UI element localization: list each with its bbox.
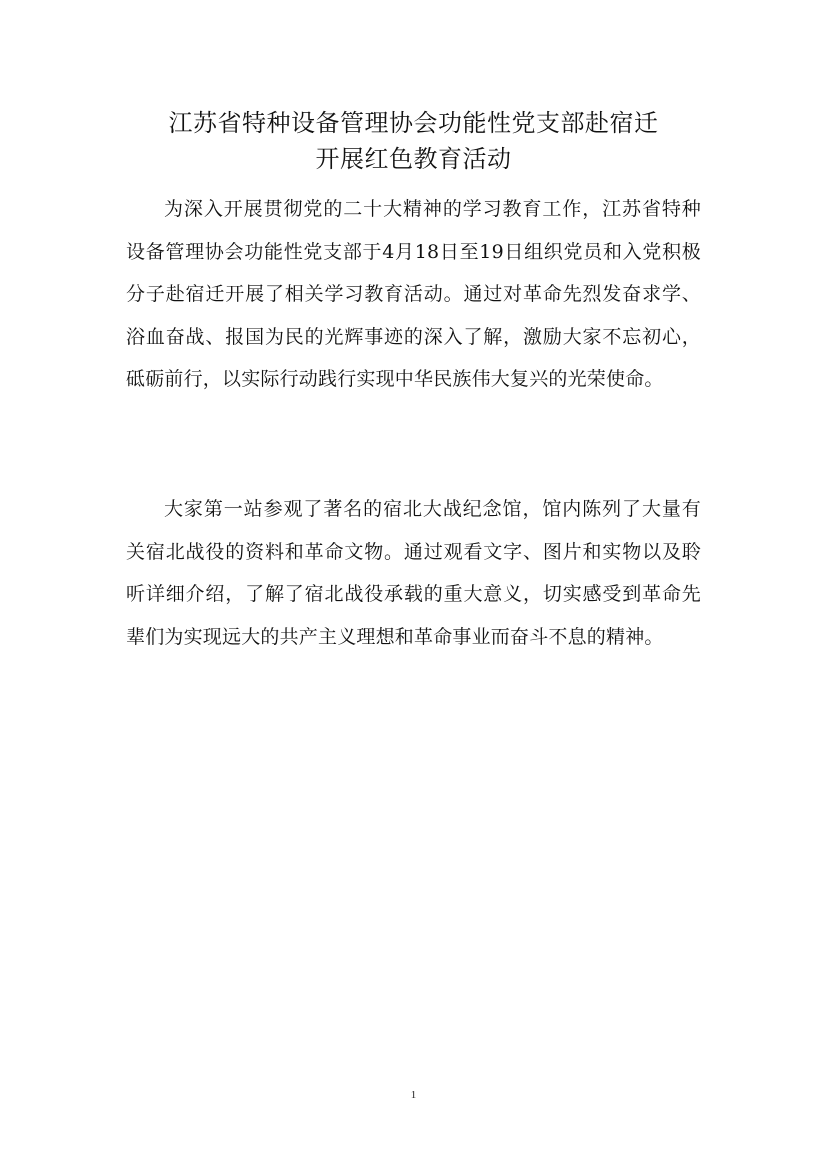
- body-paragraph-1: 为深入开展贯彻党的二十大精神的学习教育工作，江苏省特种设备管理协会功能性党支部于4月18日至19日组织党员和入党积极分子赴宿迁开展了相关学习教育活动。通过对革命先烈发奋求学、浴血奋战、报国为民的光辉事迹的深入了解，激励大家不忘初心，砥砺前行，以实际行动践行实现中华民族伟大复兴的光荣使命。: [126, 198, 701, 390]
- page-number: 1: [410, 1089, 417, 1101]
- body-paragraph-2: 大家第一站参观了著名的宿北大战纪念馆，馆内陈列了大量有关宿北战役的资料和革命文物。通过观看文字、图片和实物以及聆听详细介绍，了解了宿北战役承载的重大意义，切实感受到革命先辈们为实现远大的共产主义理想和革命事业而奋斗不息的精神。: [126, 498, 701, 648]
- document-title-line-2: 开展红色教育活动: [315, 145, 512, 173]
- document-title-line-1: 江苏省特种设备管理协会功能性党支部赴宿迁: [168, 109, 659, 137]
